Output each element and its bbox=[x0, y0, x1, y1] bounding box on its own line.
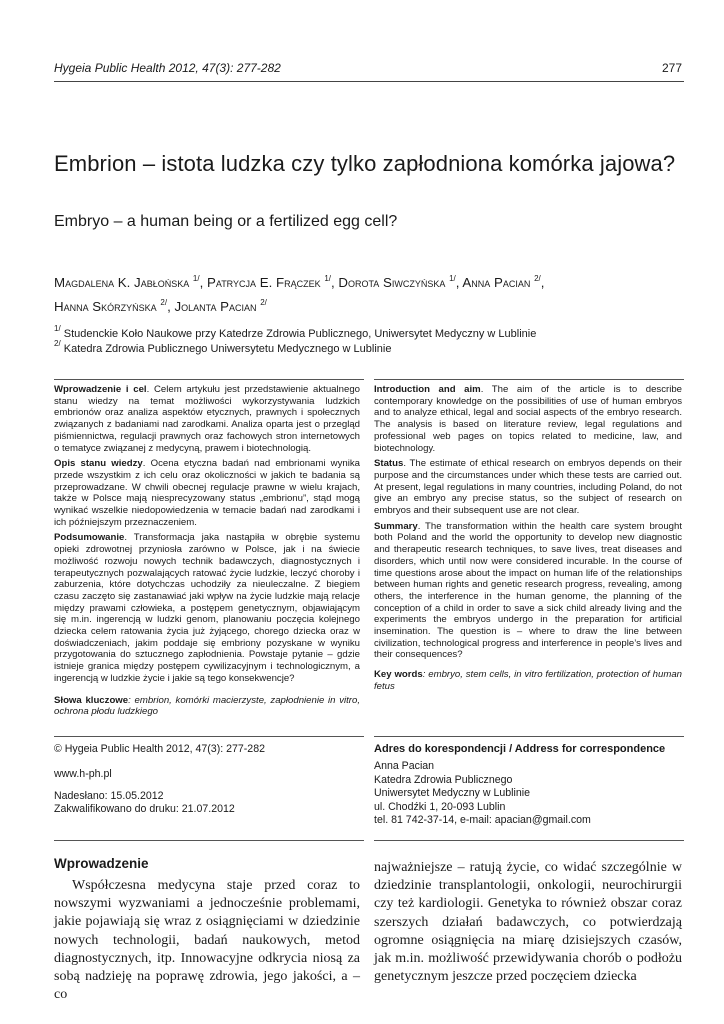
copyright-line: © Hygeia Public Health 2012, 47(3): 277-282 bbox=[54, 743, 265, 755]
received-date: Nadesłano: 15.05.2012 bbox=[54, 790, 164, 802]
address-line: Anna Pacian bbox=[374, 760, 435, 772]
address-line: ul. Chodźki 1, 20-093 Lublin bbox=[374, 800, 506, 813]
affiliation: $^{1/}$ Studenckie Koło Naukowe przy Katedrze Zdrowia Publicznego, Uniwersytet Medyczny w Lublinie bbox=[54, 324, 537, 340]
author: Hanna Skórzyńska $^{2/}$, bbox=[54, 298, 175, 314]
abstract-paragraph: Introduction and aim. The aim of the article is to describe contemporary knowledge on the possibilities of use of human embryos and to analyze ethical, legal and social aspects of the embryo research. The analysis is based on literature review, legal regulations and professional web pages on topics related to medicine, law, and biotechnology. bbox=[374, 384, 682, 454]
author: Anna Pacian $^{2/}$, bbox=[462, 274, 545, 290]
abstract-paragraph: Summary. The transformation within the health care system brought both Poland and the world the opportunity to develop new diagnostic and therapeutic research techniques, to save lives, treat diseases and disorders, which until now were considered incurable. In the course of time questions arose about the impact on human life of the relationships between human rights and genetic research progress, revealing, among others, the interference in the human genome, the planning of the conception of a child in order to save a sick child already living and the experiments the embryos undergo in the preparation for artificial insemination. The question is – where to draw the line between civilization, technological progress and interference in people’s lives and their consequences? bbox=[374, 520, 682, 661]
abstract-english bbox=[374, 384, 682, 697]
info-rule-right bbox=[374, 736, 684, 737]
article-subtitle: Embryo – a human being or a fertilized egg cell? bbox=[54, 213, 398, 230]
abstract-rule-right bbox=[374, 379, 684, 380]
author-list bbox=[54, 269, 694, 317]
body-text-right: najważniejsze – ratują życie, co widać szczególnie w dziedzinie transplantologii, onkologii, neurochirurgii czy też kardiologii. Genetyka to również obszar coraz szerszych działań badawczych, co potwierdzają ogromne osiągnięcia na miarę dzisiejszych czasów, jak m.in. możliwość przewidywania chorób o podłożu genetycznym jeszcze przed poczęciem dziecka bbox=[374, 860, 682, 985]
section-heading: Wprowadzenie bbox=[54, 856, 149, 871]
abstract-polish bbox=[54, 384, 360, 722]
page-number: 277 bbox=[661, 61, 682, 75]
article-title: Embrion – istota ludzka czy tylko zapłodniona komórka jajowa? bbox=[54, 151, 676, 176]
abstract-paragraph: Wprowadzenie i cel. Celem artykułu jest przedstawienie aktualnego stanu wiedzy na temat możliwości wykorzystywania ludzkich embrionów oraz analiza aspektów etycznych, prawnych i społecznych związanych z badaniami nad zarodkami. Analiza oparta jest o przegląd piśmiennictwa, regulacji prawnych oraz fachowych stron internetowych o tematyce związanej z medycyną, prawem i biotechnologią. bbox=[54, 384, 360, 454]
keywords-english: Key words: embryo, stem cells, in vitro fertilization, protection of human fetus bbox=[374, 669, 682, 692]
website-link[interactable]: www.h-ph.pl bbox=[54, 768, 112, 780]
body-text-left: Współczesna medycyna staje przed coraz to nowszymi wyzwaniami a jednocześnie problemami, jakie pojawiają się wraz z osiągnięciami w dziedzinie nowych technologii, badań naukowych, metod diagnostycznych, itp. Innowacyjne odkrycia niosą za sobą nadzieję na poprawę zdrowia, jego jakości, a – co bbox=[54, 878, 360, 1003]
accepted-date: Zakwalifikowano do druku: 21.07.2012 bbox=[54, 803, 235, 815]
correspondence-heading: Adres do korespondencji / Address for correspondence bbox=[374, 743, 666, 755]
header-rule bbox=[54, 81, 684, 82]
journal-header: Hygeia Public Health 2012, 47(3): 277-282 bbox=[54, 61, 281, 75]
address-line: tel. 81 742-37-14, e-mail: apacian@gmail.com bbox=[374, 814, 591, 826]
author: Magdalena K. Jabłońska $^{1/}$, bbox=[54, 274, 207, 290]
address-line: Uniwersytet Medyczny w Lublinie bbox=[374, 787, 531, 799]
body-rule-right bbox=[374, 840, 684, 841]
keywords-polish: Słowa kluczowe: embrion, komórki macierzyste, zapłodnienie in vitro, ochrona płodu ludzkiego bbox=[54, 694, 360, 718]
info-rule-left bbox=[54, 736, 364, 737]
correspondence-address bbox=[374, 760, 591, 828]
abstract-paragraph: Status. The estimate of ethical research on embryos depends on their purpose and the circumstances under which these tests are carried out. At present, legal regulations in many countries, including Poland, do not give an embryo any precise status, so the subject of research on embryos and their subsequent use are not clear. bbox=[374, 458, 682, 517]
affiliation: $^{2/}$ Katedra Zdrowia Publicznego Uniwersytetu Medycznego w Lublinie bbox=[54, 339, 392, 355]
abstract-paragraph: Opis stanu wiedzy. Ocena etyczna badań nad embrionami wynika przede wszystkim z ich celu oraz okoliczności w jakich te badania są przeprowadzane. W chwili obecnej regulacje prawne w wielu krajach, także w Polsce mają niesprecyzowany status „embrionu”, stąd mogą wynikać wszelkie niedopowiedzenia w temacie badań nad zarodkami i ich późniejszym przeznaczeniem. bbox=[54, 458, 360, 528]
body-rule-left bbox=[54, 840, 364, 841]
address-line: Katedra Zdrowia Publicznego bbox=[374, 773, 513, 786]
author: Patrycja E. Frączek $^{1/}$, bbox=[206, 274, 339, 290]
abstract-rule-left bbox=[54, 379, 364, 380]
author: Dorota Siwczyńska $^{1/}$, bbox=[338, 274, 463, 290]
abstract-paragraph: Podsumowanie. Transformacja jaka nastąpiła w obrębie systemu opieki zdrowotnej przyniosła zarówno w Polsce, jak i na świecie możliwość rozwoju nowych technik badawczych, diagnostycznych i terapeutycznych pozwalających ratować życie ludzkie, leczyć choroby i zaburzenia, które dotychczas uchodziły za nieuleczalne. Z biegiem czasu zaczęto się zastanawiać jaki wpływ na życie ludzkie mają relacje między prawami człowieka, a postępem genetycznym, objawiającym się m.in. ingerencją w ludzki genom, planowaniu poczęcia kolejnego dziecka celem ratowania życia już żyjącego, chorego dziecka oraz w doświadczeniach, jakim poddaje się embriony pozyskane w wyniku przygotowania do sztucznego zapłodnienia. Powstaje pytanie – gdzie istnieje granica między postępem cywilizacyjnym i technologicznym, a ingerencją w ludzkie życie i jakie są tego konsekwencje? bbox=[54, 532, 360, 684]
author: Jolanta Pacian $^{2/}$ bbox=[174, 298, 267, 314]
